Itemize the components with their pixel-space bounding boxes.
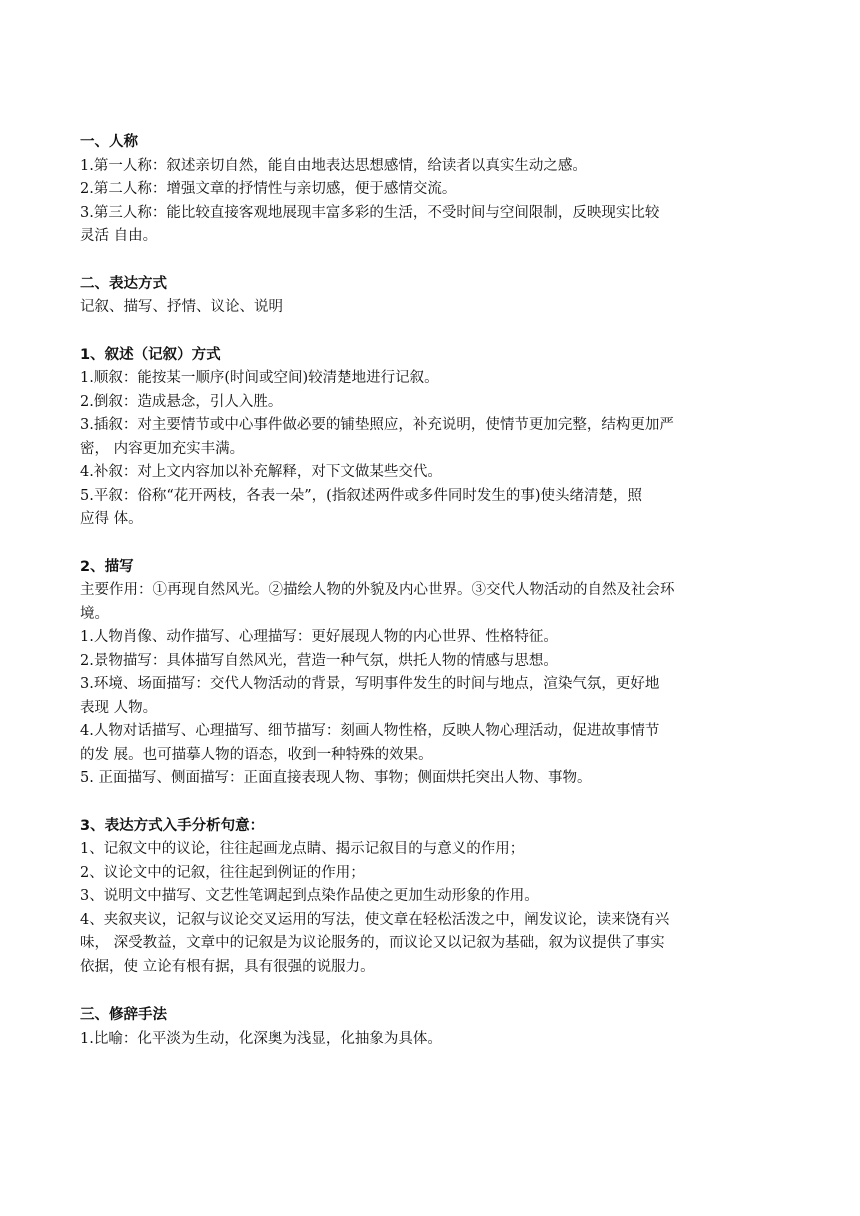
text-line: 4.人物对话描写、心理描写、细节描写：刻画人物性格，反映人物心理活动，促进故事情节 (80, 723, 660, 739)
spacer (80, 249, 785, 273)
section-rhetoric (80, 1004, 785, 1051)
section-heading: 3、表达方式入手分析句意： (80, 817, 265, 834)
section-narration (80, 344, 785, 532)
text-line: 味， 深受教益，文章中的记叙是为议论服务的，而议论又以记叙为基础，叙为议提供了事实 (80, 935, 665, 951)
text-line: 3.第三人称：能比较直接客观地展现丰富多彩的生活，不受时间与空间限制，反映现实比较 (80, 204, 660, 221)
text-line: 密， 内容更加充实丰满。 (80, 440, 245, 457)
spacer (80, 320, 785, 344)
section-heading: 一、人称 (80, 134, 138, 150)
spacer (80, 979, 785, 1004)
section-person (80, 131, 785, 249)
text-line: 依据，使 立论有根有据，具有很强的说服力。 (80, 958, 375, 975)
document-page (80, 131, 785, 1051)
text-line: 1.顺叙：能按某一顺序(时间或空间)较清楚地进行记叙。 (80, 370, 439, 386)
text-line: 4、夹叙夹议，记叙与议论交叉运用的写法，使文章在轻松活泼之中，阐发议论，读来饶有兴 (80, 911, 670, 928)
text-line: 3、说明文中描写、文艺性笔调起到点染作品使之更加生动形象的作用。 (80, 888, 539, 904)
text-line: 2.景物描写：具体描写自然风光，营造一种气氛，烘托人物的情感与思想。 (80, 652, 558, 669)
section-analysis (80, 815, 785, 980)
text-line: 应得 体。 (80, 511, 143, 527)
text-line: 的发 展。也可描摹人物的语态，收到一种特殊的效果。 (80, 746, 433, 763)
spacer (80, 791, 785, 815)
text-line: 3.插叙：对主要情节或中心事件做必要的铺垫照应，补充说明，使情节更加完整，结构更加严 (80, 417, 674, 433)
text-line: 1.第一人称：叙述亲切自然，能自由地表达思想感情，给读者以真实生动之感。 (80, 157, 587, 174)
text-line: 境。 (80, 605, 109, 622)
text-line: 1.比喻：化平淡为生动，化深奥为浅显，化抽象为具体。 (80, 1030, 442, 1047)
text-line: 2.倒叙：造成悬念，引人入胜。 (80, 393, 283, 410)
text-line: 主要作用：①再现自然风光。②描绘人物的外貌及内心世界。③交代人物活动的自然及社会环 (80, 582, 675, 598)
section-heading: 2、描写 (80, 558, 134, 575)
text-line: 2、议论文中的记叙，往往起到例证的作用； (80, 864, 365, 881)
text-line: 5.平叙：俗称“花开两枝，各表一朵”，(指叙述两件或多件同时发生的事)使头绪清楚，照 (80, 487, 642, 504)
text-line: 1.人物肖像、动作描写、心理描写：更好展现人物的内心世界、性格特征。 (80, 629, 558, 645)
text-line: 3.环境、场面描写：交代人物活动的背景，写明事件发生的时间与地点，渲染气氛，更好地 (80, 676, 660, 692)
section-heading: 二、表达方式 (80, 275, 167, 292)
text-line: 记叙、描写、抒情、议论、说明 (80, 299, 283, 315)
section-expression (80, 273, 785, 320)
text-line: 1、记叙文中的议论，往往起画龙点睛、揭示记叙目的与意义的作用； (80, 841, 525, 857)
text-line: 4.补叙：对上文内容加以补充解释，对下文做某些交代。 (80, 464, 442, 480)
text-line: 5. 正面描写、侧面描写：正面直接表现人物、事物；侧面烘托突出人物、事物。 (80, 770, 592, 786)
section-heading: 三、修辞手法 (80, 1007, 167, 1023)
section-description (80, 556, 785, 791)
spacer (80, 532, 785, 556)
text-line: 灵活 自由。 (80, 228, 158, 244)
text-line: 2.第二人称：增强文章的抒情性与亲切感，便于感情交流。 (80, 181, 457, 197)
text-line: 表现 人物。 (80, 699, 158, 716)
section-heading: 1、叙述（记叙）方式 (80, 346, 221, 363)
